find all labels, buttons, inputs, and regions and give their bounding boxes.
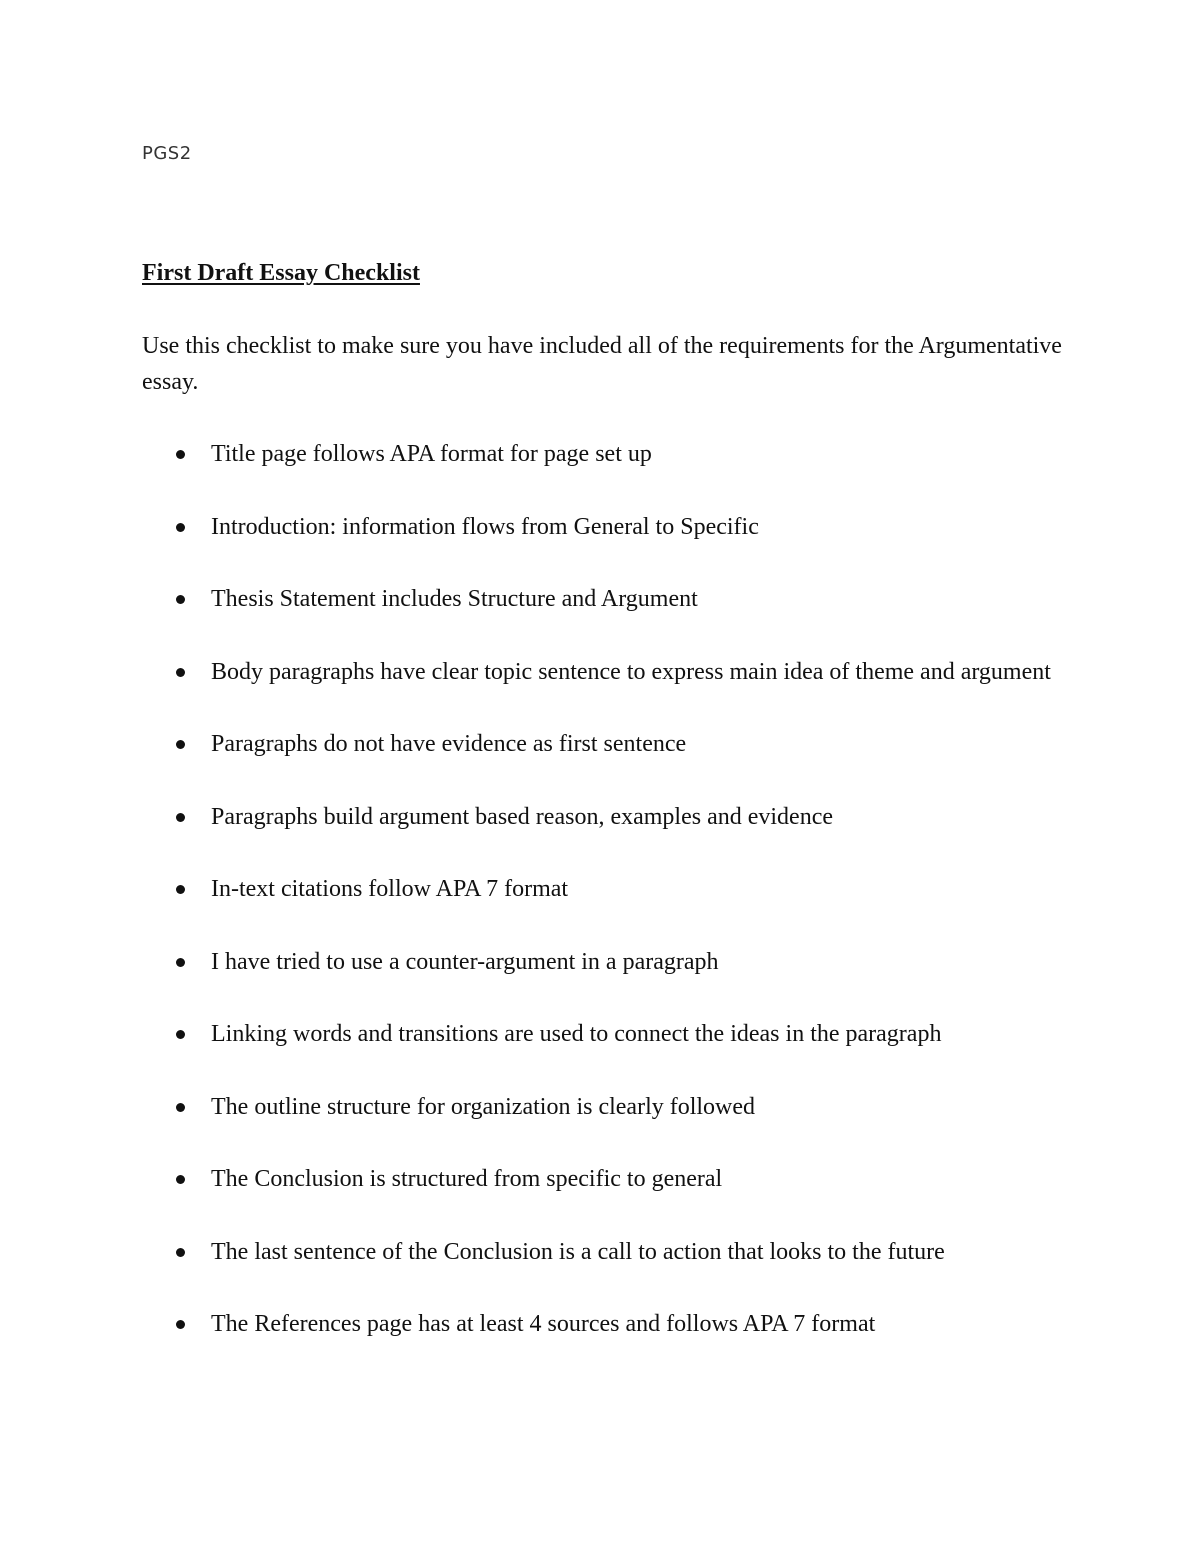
checklist-item-text: Thesis Statement includes Structure and Argument: [211, 586, 698, 612]
checklist-item-text: The Conclusion is structured from specific to general: [211, 1166, 723, 1192]
bullet-icon: [176, 1320, 185, 1329]
checklist-item: [142, 1234, 1072, 1270]
checklist-item: [142, 799, 1072, 835]
bullet-icon: [176, 1175, 185, 1184]
checklist-item-text: Introduction: information flows from General to Specific: [211, 513, 759, 540]
checklist-item: [142, 1306, 1072, 1342]
bullet-icon: [176, 595, 185, 604]
checklist-item-text: The References page has at least 4 sources and follows APA 7 format: [211, 1311, 876, 1337]
checklist-item: [142, 1016, 1072, 1052]
bullet-icon: [176, 1248, 185, 1257]
checklist-item-text: The outline structure for organization is clearly followed: [211, 1093, 756, 1120]
bullet-icon: [176, 1103, 185, 1112]
requirements-checklist: [142, 436, 1072, 1379]
bullet-icon: [176, 523, 185, 532]
bullet-icon: [176, 813, 185, 822]
bullet-icon: [176, 450, 185, 459]
checklist-item-text: In-text citations follow APA 7 format: [211, 876, 569, 902]
checklist-item-text: Paragraphs build argument based reason, examples and evidence: [211, 803, 834, 830]
checklist-item: [142, 581, 1072, 617]
document-title: First Draft Essay Checklist: [142, 260, 420, 286]
intro-paragraph: Use this checklist to make sure you have included all of the requirements for the Argumentative essay.: [142, 333, 1062, 395]
checklist-item: [142, 944, 1072, 980]
checklist-item: [142, 726, 1072, 762]
checklist-item: [142, 509, 1072, 545]
checklist-item: [142, 654, 1072, 690]
bullet-icon: [176, 740, 185, 749]
bullet-icon: [176, 958, 185, 967]
checklist-item: [142, 1161, 1072, 1197]
checklist-item-text: Paragraphs do not have evidence as first sentence: [211, 731, 687, 757]
bullet-icon: [176, 1030, 185, 1039]
checklist-item: [142, 436, 1072, 472]
bullet-icon: [176, 885, 185, 894]
header-code: PGS2: [142, 143, 192, 164]
checklist-item-text: Title page follows APA format for page set up: [211, 441, 652, 467]
checklist-item-text: The last sentence of the Conclusion is a call to action that looks to the future: [211, 1238, 945, 1265]
checklist-item: [142, 871, 1072, 907]
checklist-item: [142, 1089, 1072, 1125]
bullet-icon: [176, 668, 185, 677]
checklist-item-text: Linking words and transitions are used to connect the ideas in the paragraph: [211, 1021, 942, 1047]
checklist-item-text: I have tried to use a counter-argument in a paragraph: [211, 948, 719, 975]
checklist-item-text: Body paragraphs have clear topic sentence to express main idea of theme and argument: [211, 658, 1051, 685]
